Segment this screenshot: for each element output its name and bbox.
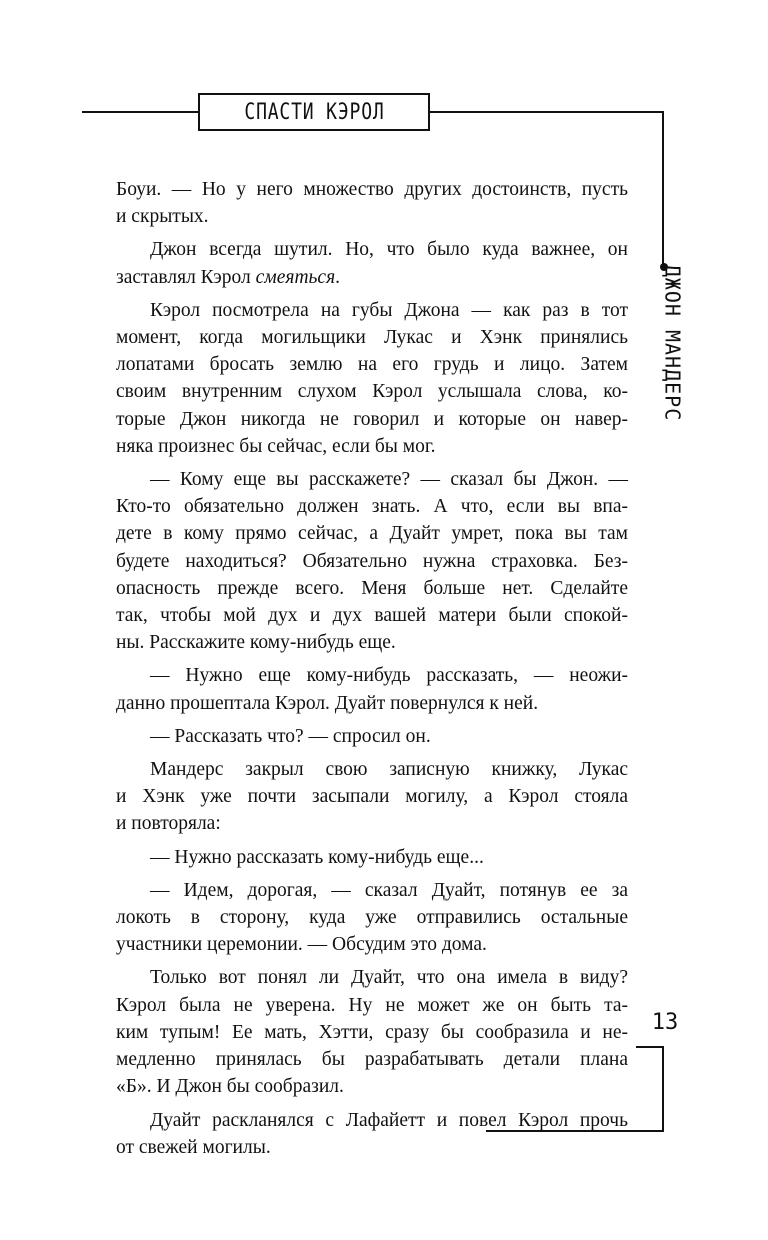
text-line: — Рассказать что? — спросил он. — [150, 725, 431, 747]
paragraph — [82, 236, 628, 290]
text-line: ким тупым! Ее мать, Хэтти, сразу бы сообразила и не- — [116, 1021, 628, 1043]
frame-rule-top-right-vertical — [662, 111, 664, 267]
text-line: данно прошептала Кэрол. Дуайт повернулся к ней. — [116, 692, 539, 714]
text-line: и повторяла: — [116, 813, 221, 835]
text-line: Только вот понял ли Дуайт, что она имела в виду? — [150, 967, 628, 989]
paragraph — [82, 844, 628, 871]
text-line: опасность прежде всего. Меня больше нет. Сделайте — [116, 577, 628, 599]
text-line: медленно принялась бы разрабатывать детали плана — [116, 1049, 628, 1071]
text-line: локоть в сторону, куда уже отправились остальные — [116, 907, 628, 929]
author-sidebar — [658, 264, 686, 422]
text-line: торые Джон никогда не говорил и которые он навер- — [116, 408, 628, 430]
text-line: «Б». И Джон бы сообразил. — [116, 1076, 344, 1098]
paragraph — [82, 1107, 628, 1161]
text-line: Кэрол посмотрела на губы Джона — как раз в тот — [150, 299, 628, 321]
page-number: 13 — [651, 1010, 679, 1035]
text-line: — Кому еще вы расскажете? — сказал бы Джон. — — [150, 469, 628, 491]
text-line: — Нужно еще кому-нибудь рассказать, — неожи- — [150, 665, 628, 687]
running-title-box — [198, 93, 430, 131]
body-text — [82, 176, 628, 1167]
text-line: Кэрол была не уверена. Ну не может же он быть та- — [116, 994, 628, 1016]
paragraph — [82, 297, 628, 460]
paragraph — [82, 877, 628, 959]
header-rule-right — [428, 111, 664, 113]
text-line: момент, когда могильщики Лукас и Хэнк принялись — [116, 327, 628, 349]
frame-rule-bottom-right-vertical — [662, 1046, 664, 1132]
text-line: дете в кому прямо сейчас, а Дуайт умрет, пока вы там — [116, 523, 628, 545]
text-line: будете находиться? Обязательно нужна страховка. Без- — [116, 550, 628, 572]
paragraph — [82, 756, 628, 838]
text-line: и скрытых. — [116, 206, 209, 228]
text-line: Мандерс закрыл свою записную книжку, Лукас — [150, 759, 628, 781]
text-line: — Нужно рассказать кому-нибудь еще... — [150, 846, 484, 868]
text-line: Джон всегда шутил. Но, что было куда важнее, он — [150, 239, 628, 261]
frame-rule-page-number-bar — [636, 1046, 664, 1048]
text-line: Боуи. — Но у него множество других достоинств, пусть — [116, 179, 628, 200]
text-line: и Хэнк уже почти засыпали могилу, а Кэрол стояла — [116, 786, 628, 808]
text-line: от свежей могилы. — [116, 1136, 271, 1158]
header-rule-left — [82, 111, 200, 113]
paragraph — [82, 964, 628, 1100]
text-line: няка произнес бы сейчас, если бы мог. — [116, 435, 436, 457]
paragraph — [82, 466, 628, 656]
text-line: лопатами бросать землю на его грудь и лицо. Затем — [116, 354, 628, 376]
text-line: участники церемонии. — Обсудим это дома. — [116, 934, 487, 956]
text-line: — Идем, дорогая, — сказал Дуайт, потянув ее за — [150, 879, 628, 901]
paragraph — [82, 662, 628, 716]
text-line: Кто-то обязательно должен знать. А что, если вы впа- — [116, 496, 628, 518]
paragraph — [82, 723, 628, 750]
text-line: ны. Расскажите кому-нибудь еще. — [116, 632, 396, 654]
text-line: своим внутренним слухом Кэрол услышала слова, ко- — [116, 381, 628, 403]
running-title: СПАСТИ КЭРОЛ — [243, 99, 385, 125]
text-line: заставлял Кэрол смеяться. — [116, 266, 341, 288]
emphasis: смеяться — [255, 266, 336, 288]
author-name: ДЖОН МАНДЕРС — [660, 264, 684, 422]
text-line: Дуайт раскланялся с Лафайетт и повел Кэрол прочь — [150, 1109, 628, 1131]
paragraph — [82, 176, 628, 230]
text-line: так, чтобы мой дух и дух вашей матери были спокой- — [116, 605, 628, 627]
